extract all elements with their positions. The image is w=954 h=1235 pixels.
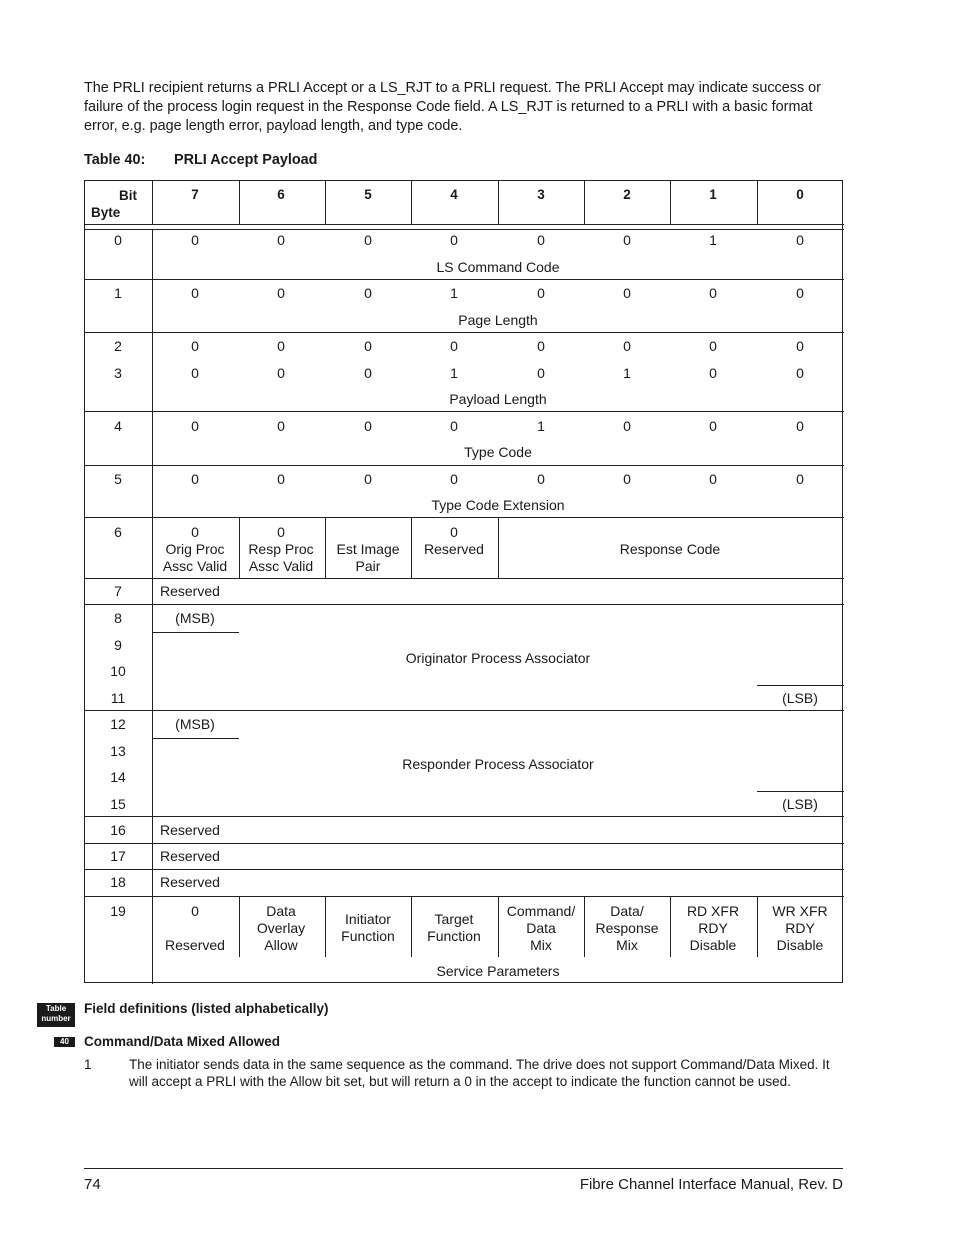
row-divider	[85, 843, 844, 844]
byte-number: 0	[114, 232, 122, 248]
document-title: Fibre Channel Interface Manual, Rev. D	[579, 1176, 843, 1193]
bit-value: 0	[709, 338, 717, 354]
byte-number: 1	[114, 285, 122, 301]
header-bit-1: 1	[709, 187, 717, 202]
service-param-text: Disable	[689, 937, 737, 953]
orig-proc-assc-valid-text: Assc Valid	[162, 558, 228, 574]
byte-number: 3	[114, 365, 122, 381]
header-bit-0: 0	[796, 187, 804, 202]
service-param-text: RDY	[785, 920, 815, 936]
reserved-label: Reserved	[160, 848, 220, 864]
column-divider	[498, 181, 499, 224]
service-param-text: Function	[427, 928, 481, 944]
byte-number: 15	[110, 796, 126, 812]
byte-number: 4	[114, 418, 122, 434]
bit-value: 0	[450, 471, 458, 487]
header-bit-label: Bit	[119, 188, 137, 203]
column-divider	[325, 181, 326, 224]
bit-value: 1	[537, 418, 545, 434]
byte-number: 5	[114, 471, 122, 487]
row-divider	[85, 279, 844, 280]
bit-value: 1	[450, 285, 458, 301]
byte-number: 11	[110, 690, 126, 706]
orig-proc-assc-valid-text: Orig Proc	[165, 541, 225, 557]
service-param-text: 0	[191, 903, 199, 919]
bit-value: 0	[364, 338, 372, 354]
service-param-text: Initiator	[345, 911, 391, 927]
field-label: Type Code	[464, 444, 532, 460]
row-divider	[85, 896, 844, 897]
column-divider	[757, 896, 758, 957]
bit-value: 0	[537, 365, 545, 381]
column-divider	[152, 181, 153, 224]
bit-value: 0	[364, 418, 372, 434]
service-param-text: Data	[266, 903, 296, 919]
bit-value: 0	[277, 365, 285, 381]
row-divider	[85, 224, 844, 225]
header-byte-label: Byte	[91, 205, 121, 220]
bit-value: 0	[537, 232, 545, 248]
column-divider	[411, 517, 412, 578]
bit-value: 0	[623, 232, 631, 248]
bit-value: 0	[277, 471, 285, 487]
bit-value: 0	[796, 418, 804, 434]
field-item-value: 1	[84, 1057, 92, 1072]
service-param-text: Data	[526, 920, 556, 936]
bit-value: 0	[450, 232, 458, 248]
service-param-text: Reserved	[165, 937, 225, 953]
bit-value: 0	[191, 471, 199, 487]
header-bit-7: 7	[191, 187, 199, 202]
service-parameters-label: Service Parameters	[436, 963, 560, 979]
byte-number: 10	[110, 663, 126, 679]
table-caption	[84, 152, 317, 168]
footer-rule	[84, 1168, 843, 1169]
header-bit-2: 2	[623, 187, 631, 202]
row-divider	[757, 791, 844, 792]
row-divider	[85, 465, 844, 466]
bit-value: 0	[450, 338, 458, 354]
column-divider	[584, 896, 585, 957]
bit-value: 0	[796, 338, 804, 354]
associator-label: Originator Process Associator	[405, 650, 591, 666]
bit-value: 0	[709, 285, 717, 301]
tag-number-word: number	[41, 1014, 71, 1023]
service-param-text: Command/	[506, 903, 576, 919]
row-divider	[85, 229, 844, 230]
bit-value: 0	[364, 285, 372, 301]
service-param-text: Allow	[264, 937, 298, 953]
service-param-text: Function	[341, 928, 395, 944]
header-bit-6: 6	[277, 187, 285, 202]
bit-value: 0	[537, 471, 545, 487]
field-label: Page Length	[458, 312, 538, 328]
msb-label: (MSB)	[175, 716, 215, 732]
table-number: Table 40:	[84, 152, 146, 168]
reserved-label: Reserved	[160, 583, 220, 599]
bit-value: 0	[450, 418, 458, 434]
bit-value: 0	[537, 338, 545, 354]
bit-value: 0	[796, 232, 804, 248]
table-title: PRLI Accept Payload	[174, 152, 318, 168]
resp-proc-assc-valid-text: Assc Valid	[248, 558, 314, 574]
table-number-tag	[37, 1003, 75, 1027]
service-param-text: Mix	[530, 937, 552, 953]
service-param-text: WR XFR	[772, 903, 828, 919]
column-divider	[325, 517, 326, 578]
bit-value: 0	[277, 285, 285, 301]
field-label: Type Code Extension	[431, 497, 565, 513]
byte-number: 16	[110, 822, 126, 838]
byte-number: 19	[110, 903, 126, 919]
column-divider	[498, 517, 499, 578]
reserved-bit-text: Reserved	[424, 541, 484, 557]
orig-proc-assc-valid-text: 0	[191, 524, 199, 540]
field-item-title: Command/Data Mixed Allowed	[84, 1034, 281, 1049]
byte-number: 9	[114, 637, 122, 653]
byte-number: 18	[110, 874, 126, 890]
resp-proc-assc-valid-text: Resp Proc	[248, 541, 314, 557]
service-param-text: Disable	[776, 937, 824, 953]
byte-number: 14	[110, 769, 126, 785]
bit-value: 1	[623, 365, 631, 381]
column-divider	[411, 181, 412, 224]
bit-value: 0	[709, 418, 717, 434]
row-divider	[85, 869, 844, 870]
row-divider	[85, 710, 844, 711]
lsb-label: (LSB)	[782, 690, 818, 706]
service-param-text: Target	[434, 911, 474, 927]
service-param-text: Data/	[610, 903, 644, 919]
byte-number: 2	[114, 338, 122, 354]
bit-value: 0	[277, 418, 285, 434]
bit-value: 0	[191, 338, 199, 354]
service-param-text: RDY	[698, 920, 728, 936]
bit-value: 0	[623, 418, 631, 434]
bit-value: 0	[191, 285, 199, 301]
lsb-label: (LSB)	[782, 796, 818, 812]
row-divider	[85, 517, 844, 518]
bit-value: 0	[364, 471, 372, 487]
byte-number: 13	[110, 743, 126, 759]
header-bit-5: 5	[364, 187, 372, 202]
est-image-pair-text: Est Image	[336, 541, 400, 557]
row-divider	[85, 816, 844, 817]
field-item-description: The initiator sends data in the same sequence as the command. The drive does not support Command/Data Mixed. It will accept a PRLI with the Allow bit set, but will return a 0 in the accept to indicate the function cannot be used.	[129, 1057, 830, 1089]
bit-value: 1	[450, 365, 458, 381]
bit-value: 0	[191, 418, 199, 434]
column-divider	[239, 181, 240, 224]
row-divider	[85, 332, 844, 333]
prli-accept-payload-table	[84, 180, 843, 983]
row-divider	[85, 604, 844, 605]
bit-value: 0	[623, 338, 631, 354]
byte-number: 17	[110, 848, 126, 864]
service-param-text: Response	[595, 920, 659, 936]
header-bit-4: 4	[450, 187, 458, 202]
row-divider	[85, 578, 844, 579]
intro-paragraph: The PRLI recipient returns a PRLI Accept or a LS_RJT to a PRLI request. The PRLI Accept may indicate success or failure of the process login request in the Response Code field. A LS_RJT is returned to a PRLI with a basic format error, e.g. page length error, payload length, and type code.	[84, 80, 821, 134]
column-divider	[670, 896, 671, 957]
column-divider	[325, 896, 326, 957]
byte-number: 8	[114, 610, 122, 626]
column-divider	[152, 229, 153, 984]
row-divider	[152, 738, 239, 739]
reserved-label: Reserved	[160, 822, 220, 838]
column-divider	[757, 181, 758, 224]
bit-value: 0	[796, 365, 804, 381]
bit-value: 0	[796, 471, 804, 487]
bit-value: 0	[537, 285, 545, 301]
bit-value: 1	[709, 232, 717, 248]
column-divider	[239, 517, 240, 578]
bit-value: 0	[191, 365, 199, 381]
bit-value: 0	[277, 338, 285, 354]
byte-number: 6	[114, 524, 122, 540]
bit-value: 0	[709, 471, 717, 487]
bit-value: 0	[191, 232, 199, 248]
bit-value: 0	[277, 232, 285, 248]
field-definitions-title: Field definitions (listed alphabetically)	[84, 1001, 329, 1016]
reserved-label: Reserved	[160, 874, 220, 890]
byte-number: 12	[110, 716, 126, 732]
table-40-tag: 40	[54, 1037, 75, 1047]
resp-proc-assc-valid-text: 0	[277, 524, 285, 540]
service-param-text: Overlay	[256, 920, 306, 936]
field-label: Payload Length	[449, 391, 547, 407]
tag-table-word: Table	[45, 1004, 67, 1013]
column-divider	[239, 896, 240, 957]
service-param-text: RD XFR	[686, 903, 740, 919]
row-divider	[757, 685, 844, 686]
bit-value: 0	[623, 471, 631, 487]
byte-number: 7	[114, 583, 122, 599]
bit-value: 0	[364, 232, 372, 248]
response-code-label: Response Code	[619, 541, 721, 557]
column-divider	[411, 896, 412, 957]
bit-value: 0	[623, 285, 631, 301]
field-label: LS Command Code	[436, 259, 560, 275]
msb-label: (MSB)	[175, 610, 215, 626]
row-divider	[152, 632, 239, 633]
header-bit-3: 3	[537, 187, 545, 202]
column-divider	[584, 181, 585, 224]
bit-value: 0	[709, 365, 717, 381]
page-number: 74	[84, 1176, 101, 1193]
bit-value: 0	[364, 365, 372, 381]
service-param-text: Mix	[616, 937, 638, 953]
reserved-bit-text: 0	[450, 524, 458, 540]
est-image-pair-text: Pair	[355, 558, 381, 574]
column-divider	[670, 181, 671, 224]
bit-value: 0	[796, 285, 804, 301]
associator-label: Responder Process Associator	[402, 756, 594, 772]
row-divider	[85, 411, 844, 412]
column-divider	[498, 896, 499, 957]
